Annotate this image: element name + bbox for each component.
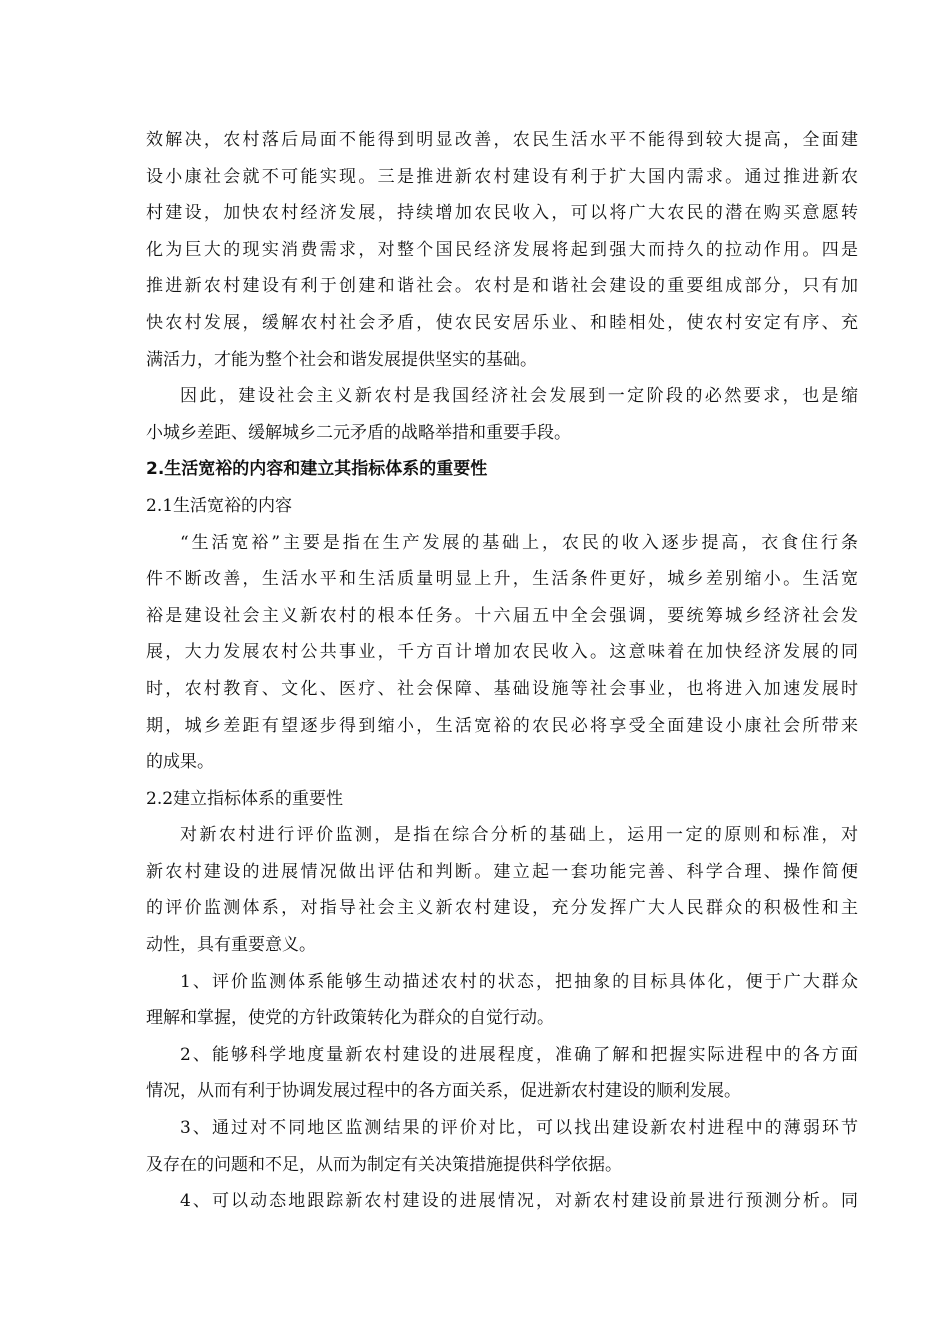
text-line: “生活宽裕”主要是指在生产发展的基础上，农民的收入逐步提高，衣食住行条 (180, 532, 858, 553)
list-item (146, 1183, 858, 1220)
text-line: 的评价监测体系，对指导社会主义新农村建设，充分发挥广大人民群众的积极性和主 (146, 898, 858, 919)
text-line: 因此，建设社会主义新农村是我国经济社会发展到一定阶段的必然要求，也是缩 (180, 386, 858, 407)
text-line: 情况，从而有利于协调发展过程中的各方面关系，促进新农村建设的顺利发展。 (146, 1081, 741, 1102)
list-item (146, 1037, 858, 1110)
text-line: 效解决，农村落后局面不能得到明显改善，农民生活水平不能得到较大提高，全面建 (146, 130, 858, 150)
text-line: 件不断改善，生活水平和生活质量明显上升，生活条件更好，城乡差别缩小。生活宽 (146, 569, 858, 590)
text-line: 4、可以动态地跟踪新农村建设的进展情况，对新农村建设前景进行预测分析。同 (180, 1191, 858, 1212)
section-heading: 2.生活宽裕的内容和建立其指标体系的重要性 (146, 459, 488, 480)
text-line: 动性，具有重要意义。 (146, 935, 316, 956)
text-line: 时，农村教育、文化、医疗、社会保障、基础设施等社会事业，也将进入加速发展时 (146, 678, 858, 699)
text-line: 期，城乡差距有望逐步得到缩小，生活宽裕的农民必将享受全面建设小康社会所带来 (146, 715, 858, 736)
text-line: 快农村发展，缓解农村社会矛盾，使农民安居乐业、和睦相处，使农村安定有序、充 (146, 312, 858, 333)
subsection-heading: 2.1生活宽裕的内容 (146, 495, 293, 516)
text-line: 对新农村进行评价监测，是指在综合分析的基础上，运用一定的原则和标准，对 (180, 825, 858, 846)
text-line: 化为巨大的现实消费需求，对整个国民经济发展将起到强大而持久的拉动作用。四是 (146, 239, 858, 260)
text-line: 及存在的问题和不足，从而为制定有关决策措施提供科学依据。 (146, 1154, 622, 1175)
text-line: 的成果。 (146, 752, 214, 773)
text-line: 新农村建设的进展情况做出评估和判断。建立起一套功能完善、科学合理、操作简便 (146, 861, 858, 882)
text-line: 2、能够科学地度量新农村建设的进展程度，准确了解和把握实际进程中的各方面 (180, 1044, 858, 1065)
text-line: 小城乡差距、缓解城乡二元矛盾的战略举措和重要手段。 (146, 422, 571, 443)
list-item (146, 964, 858, 1037)
text-line: 裕是建设社会主义新农村的根本任务。十六届五中全会强调，要统筹城乡经济社会发 (146, 605, 858, 626)
text-line: 满活力，才能为整个社会和谐发展提供坚实的基础。 (146, 349, 537, 370)
text-line: 设小康社会就不可能实现。三是推进新农村建设有利于扩大国内需求。通过推进新农 (146, 166, 858, 187)
text-line: 3、通过对不同地区监测结果的评价对比，可以找出建设新农村进程中的薄弱环节 (180, 1118, 858, 1139)
subsection-heading: 2.2建立指标体系的重要性 (146, 788, 344, 809)
paragraph (146, 817, 858, 963)
text-line: 推进新农村建设有利于创建和谐社会。农村是和谐社会建设的重要组成部分，只有加 (146, 276, 858, 297)
paragraph (146, 122, 858, 378)
paragraph (146, 378, 858, 451)
text-line: 展，大力发展农村公共事业，千方百计增加农民收入。这意味着在加快经济发展的同 (146, 642, 858, 663)
paragraph (146, 525, 858, 781)
list-item (146, 1110, 858, 1183)
text-line: 村建设，加快农村经济发展，持续增加农民收入，可以将广大农民的潜在购买意愿转 (146, 203, 858, 224)
document-body (146, 122, 858, 1220)
text-line: 1、评价监测体系能够生动描述农村的状态，把抽象的目标具体化，便于广大群众 (180, 971, 858, 992)
text-line: 理解和掌握，使党的方针政策转化为群众的自觉行动。 (146, 1008, 554, 1029)
